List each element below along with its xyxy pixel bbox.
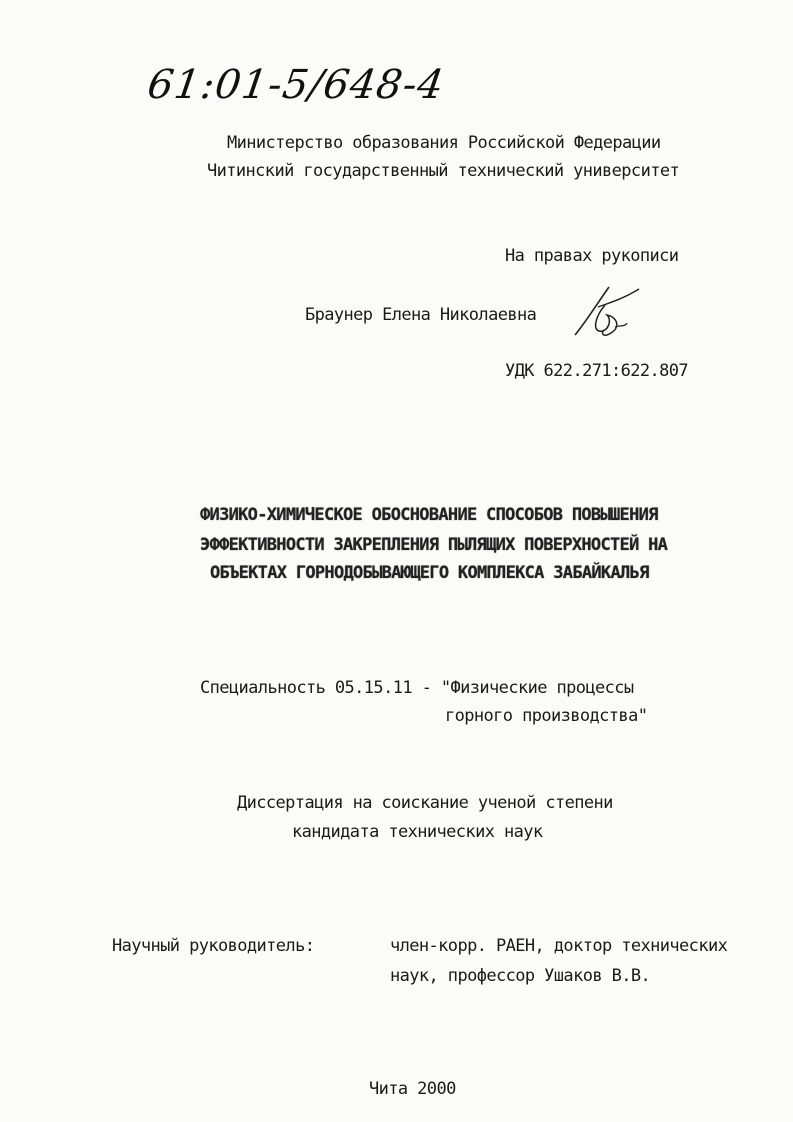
ministry-name: Министерство образования Российской Федерации [227, 133, 661, 153]
dissertation-title-line: ЭФФЕКТИВНОСТИ ЗАКРЕПЛЕНИЯ ПЫЛЯЩИХ ПОВЕРХНОСТЕЙ НА [200, 535, 668, 555]
supervisor-name: наук, профессор Ушаков В.В. [390, 966, 651, 986]
handwritten-archive-number: 61:01-5/648-4 [144, 62, 448, 108]
dissertation-degree-line: Диссертация на соискание ученой степени [237, 793, 613, 813]
udc-code: УДК 622.271:622.807 [505, 361, 689, 381]
manuscript-rights-note: На правах рукописи [505, 246, 679, 266]
dissertation-degree-line-continued: кандидата технических наук [292, 822, 543, 842]
dissertation-title-line: ФИЗИКО-ХИМИЧЕСКОЕ ОБОСНОВАНИЕ СПОСОБОВ ПОВЫШЕНИЯ [200, 505, 658, 525]
dissertation-title-line: ОБЪЕКТАХ ГОРНОДОБЫВАЮЩЕГО КОМПЛЕКСА ЗАБАЙКАЛЬЯ [210, 563, 649, 583]
signature-icon [565, 283, 645, 343]
author-name: Браунер Елена Николаевна [305, 305, 537, 325]
university-name: Читинский государственный технический университет [207, 161, 680, 181]
specialty-line: Специальность 05.15.11 - "Физические процессы [200, 678, 634, 698]
city-year: Чита 2000 [369, 1079, 456, 1099]
supervisor-label: Научный руководитель: [112, 936, 315, 956]
supervisor-credentials: член-корр. РАЕН, доктор технических [390, 936, 728, 956]
specialty-line-continued: горного производства" [445, 706, 648, 726]
